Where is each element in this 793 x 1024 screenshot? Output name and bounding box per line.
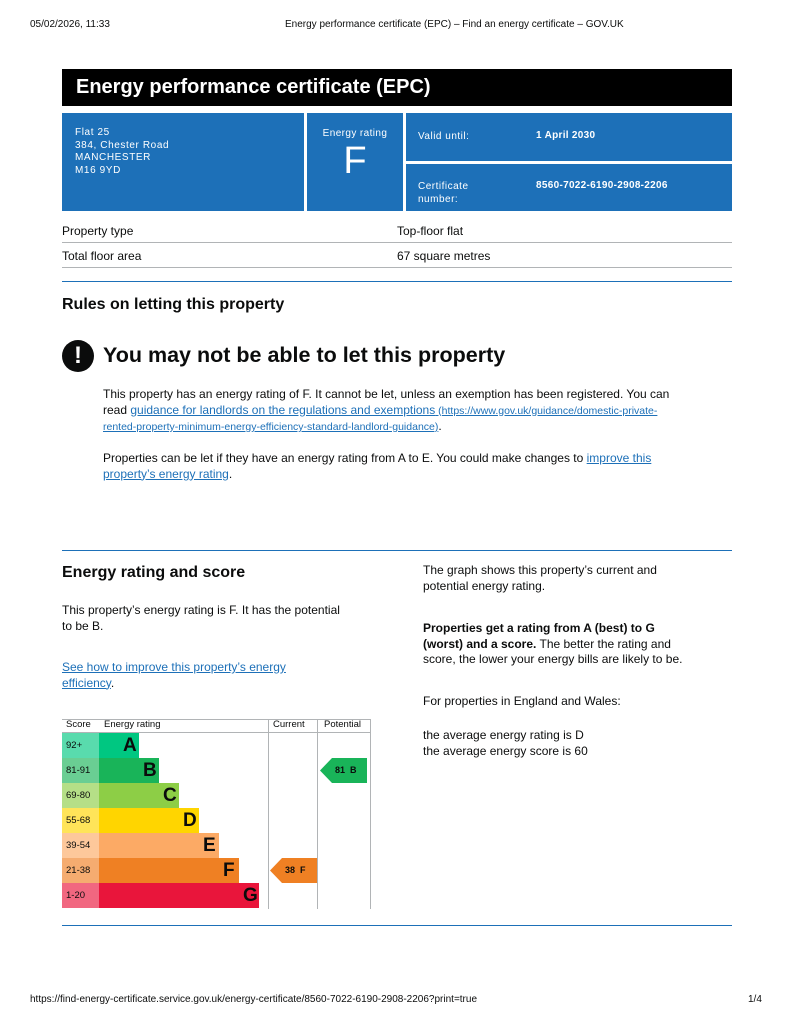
band-letter: A — [123, 735, 137, 756]
potential-rating-arrow-label: 81 B — [335, 765, 357, 775]
property-type-row — [62, 218, 732, 243]
landlord-guidance-link[interactable] — [130, 403, 657, 417]
paragraph-line — [103, 419, 733, 436]
chart-column-divider — [370, 719, 371, 909]
band-bar — [99, 883, 259, 908]
certificate-label-line: number: — [418, 194, 459, 205]
paragraph-line: The graph shows this property’s current and — [423, 563, 657, 577]
rating-band-d — [62, 808, 268, 833]
address-line: M16 9YD — [75, 164, 121, 176]
chart-header-current: Current — [273, 719, 305, 730]
address-line: Flat 25 — [75, 127, 110, 138]
paragraph-line — [103, 467, 733, 483]
property-type-value: Top-floor flat — [397, 224, 464, 238]
paragraph-line: score, the lower your energy bills are likely to be. — [423, 652, 683, 666]
epc-title: Energy performance certificate (EPC) — [62, 69, 732, 106]
rating-band-c — [62, 783, 268, 808]
band-letter: D — [183, 810, 197, 831]
band-letter: C — [163, 785, 177, 806]
band-score-range: 69-80 — [62, 783, 99, 808]
energy-rating-chart — [62, 719, 371, 909]
warning-icon: ! — [62, 340, 94, 372]
certificate-number-value: 8560-7022-6190-2908-2206 — [536, 180, 668, 191]
paragraph-line: to be B. — [62, 618, 104, 633]
floor-area-label: Total floor area — [62, 249, 142, 263]
bold-text: (worst) and a score. — [423, 636, 537, 651]
improve-efficiency-paragraph — [62, 660, 382, 691]
graph-description — [423, 563, 733, 594]
band-letter: B — [143, 760, 157, 781]
certificate-number-cell — [406, 164, 732, 211]
potential-rating-arrow — [320, 758, 367, 783]
band-bar — [99, 858, 239, 883]
property-address — [62, 113, 304, 211]
band-letter: E — [203, 835, 216, 856]
text: The better the rating and — [536, 636, 671, 651]
rating-band-f — [62, 858, 268, 883]
certificate-label-line: Certificate — [418, 181, 469, 192]
current-rating-arrow — [270, 858, 317, 883]
text: read — [103, 402, 131, 417]
section-divider — [62, 550, 732, 551]
chart-header-potential: Potential — [324, 719, 361, 730]
text: . — [438, 419, 442, 433]
rating-band-g — [62, 883, 268, 908]
section-divider — [62, 281, 732, 282]
address-line: 384, Chester Road — [75, 139, 170, 151]
region-note: For properties in England and Wales: — [423, 694, 621, 708]
certificate-number-label — [418, 180, 469, 206]
current-rating-arrow-label: 38 F — [285, 865, 306, 875]
chart-column-divider — [268, 719, 269, 909]
letting-rules-heading: Rules on letting this property — [62, 296, 285, 313]
rating-band-a — [62, 733, 268, 758]
band-score-range: 1-20 — [62, 883, 99, 908]
certificate-summary — [62, 113, 732, 211]
band-score-range: 55-68 — [62, 808, 99, 833]
improve-rating-link-continued[interactable]: property’s energy rating — [103, 466, 229, 481]
print-page-number: 1/4 — [748, 994, 762, 1005]
energy-rating-value: F — [343, 140, 367, 182]
band-score-range: 81-91 — [62, 758, 99, 783]
link-url: (https://www.gov.uk/guidance/domestic-private- — [435, 404, 658, 417]
link-text: guidance for landlords on the regulations and exemptions — [130, 402, 436, 417]
valid-until-value: 1 April 2030 — [536, 130, 596, 141]
rating-explanation — [423, 621, 733, 668]
floor-area-row — [62, 243, 732, 268]
chart-header-score: Score — [66, 719, 91, 730]
energy-rating-summary — [62, 603, 382, 634]
paragraph-line — [103, 451, 733, 467]
valid-until-cell — [406, 113, 732, 161]
text: . — [228, 466, 233, 481]
rating-band-b — [62, 758, 268, 783]
chart-column-divider — [317, 719, 318, 909]
average-score: the average energy score is 60 — [423, 744, 588, 758]
chart-header-rating: Energy rating — [104, 719, 161, 730]
energy-rating-cell — [307, 113, 403, 211]
letting-paragraph-2 — [103, 451, 733, 482]
band-score-range: 39-54 — [62, 833, 99, 858]
paragraph-line: This property has an energy rating of F. It cannot be let, unless an exemption has been registered. You can — [103, 387, 670, 401]
average-rating: the average energy rating is D — [423, 728, 584, 742]
paragraph-line: Properties get a rating from A (best) to G — [423, 621, 655, 635]
band-score-range: 21-38 — [62, 858, 99, 883]
improve-rating-link[interactable]: improve this — [586, 451, 652, 465]
address-line: MANCHESTER — [75, 152, 152, 163]
paragraph-line: This property’s energy rating is F. It has the potential — [62, 603, 340, 617]
improve-efficiency-link-continued[interactable]: efficiency — [62, 675, 111, 690]
print-url: https://find-energy-certificate.service.gov.uk/energy-certificate/8560-7022-6190-2908-2206?print=true — [30, 994, 478, 1005]
print-page-title: Energy performance certificate (EPC) – Find an energy certificate – GOV.UK — [285, 19, 624, 30]
paragraph-line — [103, 403, 733, 420]
energy-rating-heading: Energy rating and score — [62, 564, 246, 581]
floor-area-value: 67 square metres — [397, 249, 491, 263]
section-divider — [62, 925, 732, 926]
band-letter: F — [223, 860, 235, 881]
text: . — [110, 675, 115, 690]
band-letter: G — [243, 885, 258, 906]
energy-rating-label: Energy rating — [322, 128, 388, 139]
band-score-range: 92+ — [62, 733, 99, 758]
rating-band-e — [62, 833, 268, 858]
warning-title: You may not be able to let this property — [103, 343, 506, 367]
print-datetime: 05/02/2026, 11:33 — [30, 19, 110, 30]
improve-efficiency-link[interactable]: See how to improve this property’s energy — [62, 660, 286, 674]
letting-paragraph-1 — [103, 387, 733, 436]
band-bar — [99, 833, 219, 858]
landlord-guidance-url-link[interactable]: rented-property-minimum-energy-efficiency-standard-landlord-guidance) — [103, 421, 439, 433]
valid-until-label: Valid until: — [418, 131, 470, 142]
paragraph-line: potential energy rating. — [423, 578, 546, 593]
property-type-label: Property type — [62, 224, 134, 238]
text: Properties can be let if they have an energy rating from A to E. You could make changes to — [103, 451, 587, 465]
